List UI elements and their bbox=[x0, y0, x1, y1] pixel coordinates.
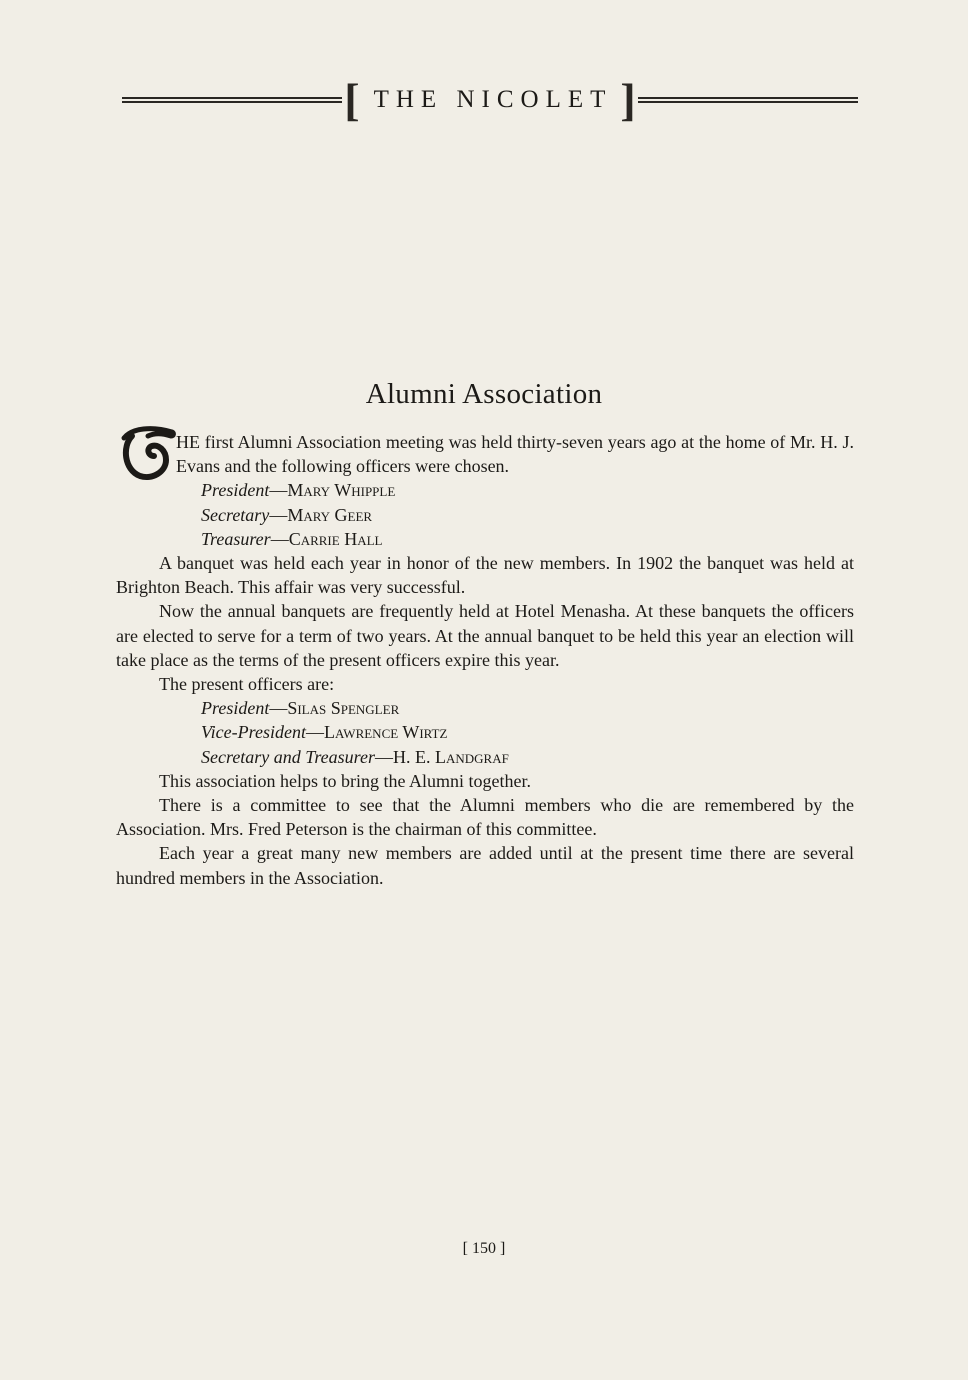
folio-number: 150 bbox=[472, 1240, 496, 1257]
body-paragraph: A banquet was held each year in honor of the new members. In 1902 the banquet was held at Brighton Beach. This affair was very successful. bbox=[116, 553, 854, 598]
officer-name: Carrie Hall bbox=[288, 528, 383, 549]
dash-separator: — bbox=[269, 698, 288, 719]
article-body bbox=[116, 430, 854, 890]
officer-role: Treasurer bbox=[201, 528, 271, 549]
folio-close-bracket: ] bbox=[500, 1240, 506, 1257]
present-officer-line bbox=[116, 720, 854, 744]
body-paragraph: Now the annual banquets are frequently held at Hotel Menasha. At these banquets the officers are elected to serve for a term of two years. At the annual banquet to be held this year an election will take place as the terms of the present officers expire this year. bbox=[116, 601, 854, 670]
officer-role: President bbox=[201, 480, 270, 501]
officer-name: H. E. Landgraf bbox=[392, 746, 509, 767]
officer-name: Lawrence Wirtz bbox=[323, 722, 448, 743]
paragraph-group-a bbox=[116, 551, 854, 696]
officer-name: Silas Spengler bbox=[287, 698, 400, 719]
ornamental-t-icon bbox=[118, 424, 176, 484]
dash-separator: — bbox=[269, 504, 288, 525]
founding-officer-line bbox=[116, 503, 854, 527]
right-bracket-ornament: ] bbox=[620, 74, 636, 125]
officer-role: President bbox=[201, 698, 270, 719]
intro-paragraph bbox=[116, 430, 854, 478]
intro-text: HE first Alumni Association meeting was held thirty-seven years ago at the home of Mr. H. J. Evans and the following officers were chosen. bbox=[176, 432, 854, 477]
body-paragraph: The present officers are: bbox=[159, 674, 335, 695]
body-paragraph: There is a committee to see that the Alumni members who die are remembered by the Association. Mrs. Fred Peterson is the chairman of this committee. bbox=[116, 795, 854, 840]
right-double-rule bbox=[638, 97, 858, 103]
left-bracket-ornament: [ bbox=[344, 74, 360, 125]
present-officer-line bbox=[116, 696, 854, 720]
running-head-title: THE NICOLET bbox=[373, 86, 613, 113]
paragraph-group-b bbox=[116, 769, 854, 890]
dash-separator: — bbox=[374, 746, 393, 767]
left-double-rule bbox=[122, 97, 342, 103]
present-officers-list bbox=[116, 696, 854, 769]
section-title: Alumni Association bbox=[365, 378, 603, 410]
officer-role: Vice-President bbox=[201, 722, 306, 743]
running-head bbox=[122, 76, 858, 124]
founding-officer-line bbox=[116, 478, 854, 502]
body-paragraph: Each year a great many new members are added until at the present time there are several hundred members in the Association. bbox=[116, 843, 854, 888]
dropcap-letter bbox=[118, 424, 176, 484]
officer-role: Secretary and Treasurer bbox=[201, 746, 375, 767]
officer-name: Mary Whipple bbox=[287, 480, 396, 501]
dash-separator: — bbox=[269, 480, 288, 501]
founding-officers-list bbox=[116, 478, 854, 551]
present-officer-line bbox=[116, 745, 854, 769]
dash-separator: — bbox=[270, 528, 289, 549]
body-paragraph: This association helps to bring the Alumni together. bbox=[159, 770, 531, 791]
founding-officer-line bbox=[116, 527, 854, 551]
officer-role: Secretary bbox=[201, 504, 270, 525]
page-number bbox=[0, 1240, 968, 1258]
dash-separator: — bbox=[305, 722, 324, 743]
officer-name: Mary Geer bbox=[287, 504, 373, 525]
folio-open-bracket: [ bbox=[462, 1240, 468, 1257]
